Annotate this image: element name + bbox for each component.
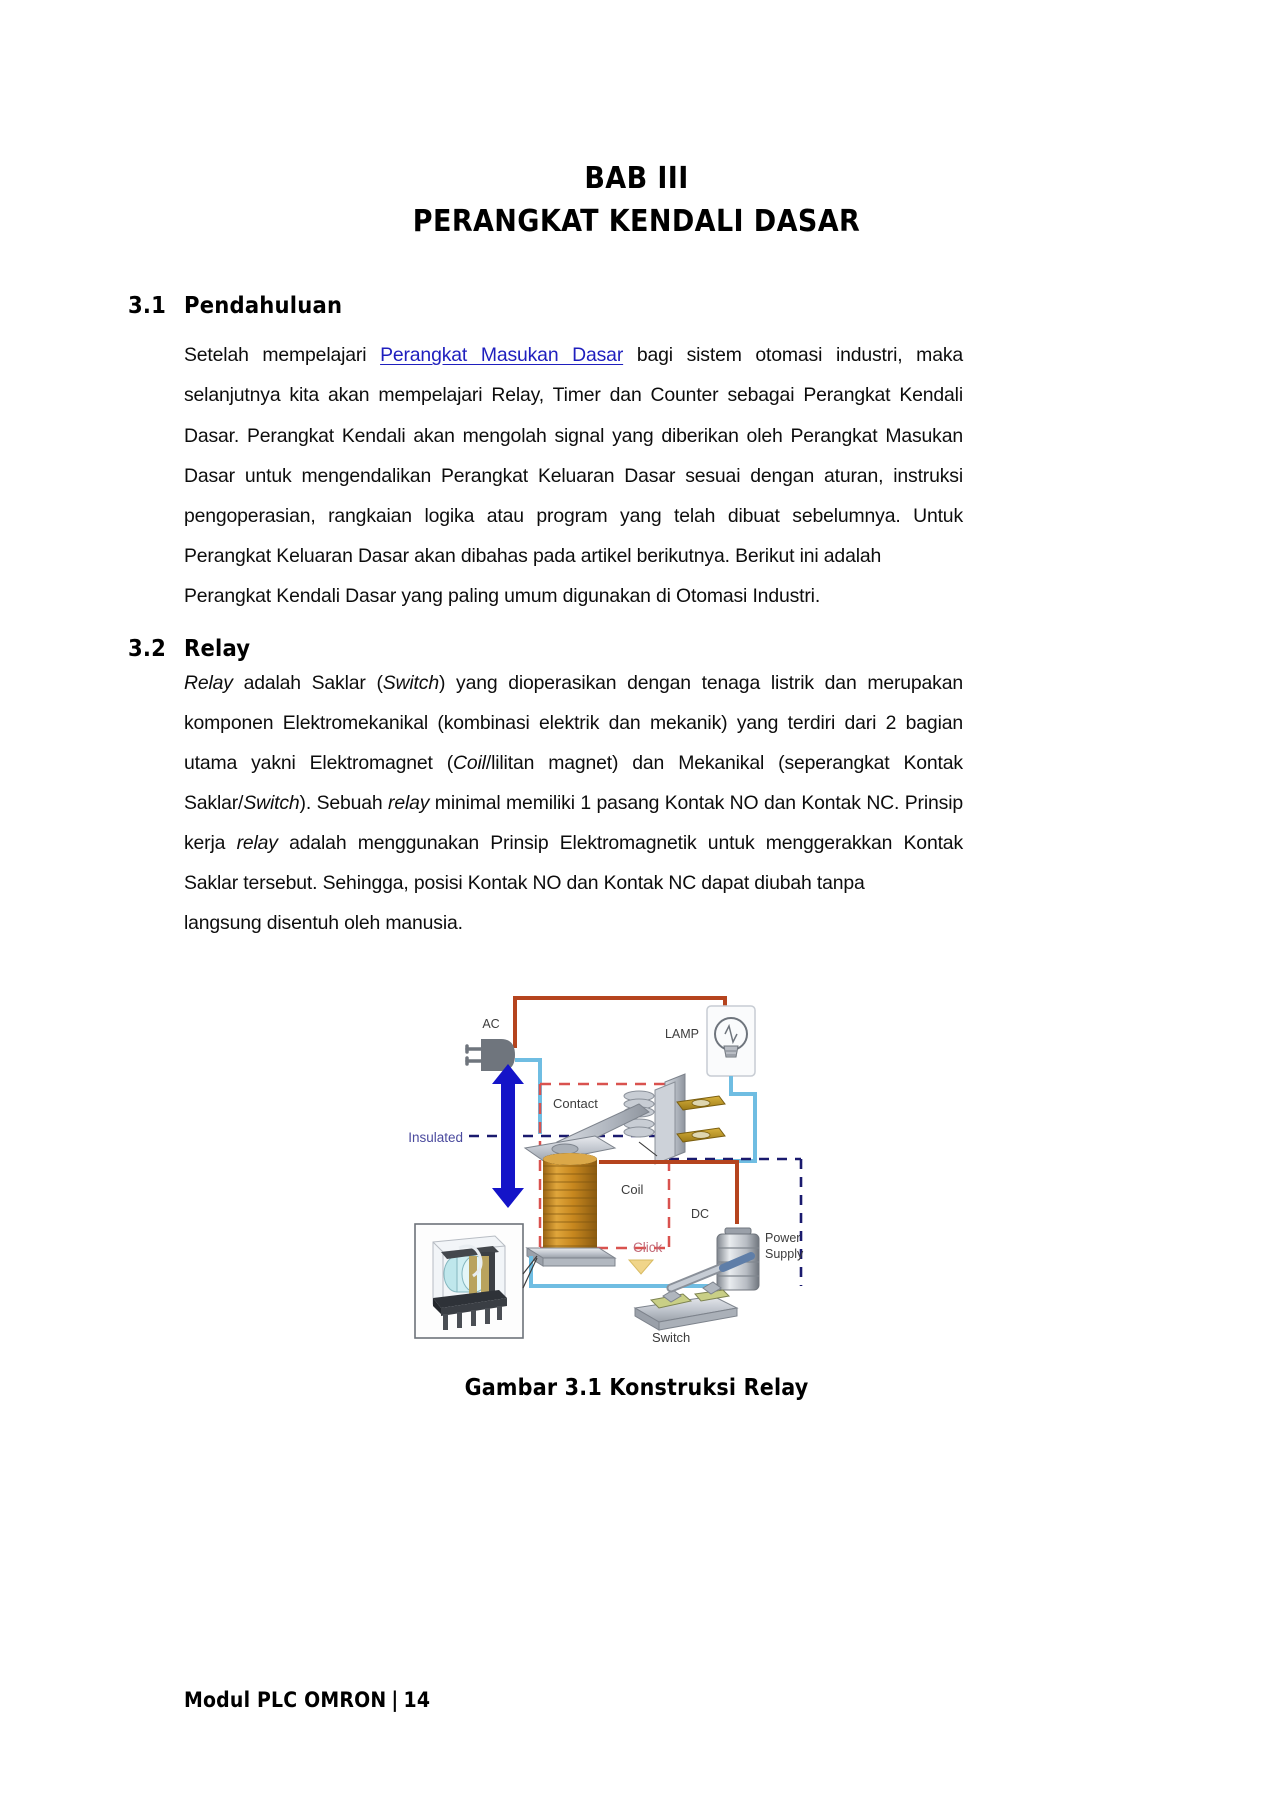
label-ac: AC xyxy=(481,1017,500,1032)
section-heading-3-2 xyxy=(0,634,1273,662)
label-lamp: LAMP xyxy=(664,1027,699,1042)
footer-separator: | xyxy=(391,1688,399,1712)
relay-construction-diagram xyxy=(407,956,867,1356)
paragraph-prefix: Setelah mempelajari xyxy=(184,344,381,367)
section-number-3-1: 3.1 xyxy=(128,291,167,320)
figure-caption: Gambar 3.1 Konstruksi Relay xyxy=(464,1375,809,1402)
p2-b: adalah Saklar ( xyxy=(232,672,383,695)
label-contact: Contact xyxy=(552,1096,598,1112)
p2-l: adalah menggunakan Prinsip Elektromagnetik untuk menggerakkan Kontak Saklar tersebut. Sehingga, posisi Kontak NO dan Kontak NC dapat diubah tanpa xyxy=(184,832,963,895)
coil-assembly xyxy=(525,1136,615,1266)
label-dc: DC xyxy=(690,1207,709,1222)
click-arrow-icon xyxy=(629,1260,653,1274)
paragraph-pendahuluan xyxy=(0,335,1273,616)
page-title xyxy=(0,0,1273,243)
relay-photo-inset xyxy=(415,1224,523,1338)
lamp-icon xyxy=(707,1006,755,1076)
label-click: Click xyxy=(632,1240,662,1256)
section-number-3-2: 3.2 xyxy=(128,634,167,663)
relay-diagram-svg xyxy=(407,956,867,1356)
switch-icon xyxy=(635,1256,751,1330)
title-line-2: PERANGKAT KENDALI DASAR xyxy=(412,203,861,239)
contact-callout-line xyxy=(639,1142,657,1156)
dc-red-wire xyxy=(599,1162,737,1224)
label-switch: Switch xyxy=(651,1330,690,1346)
ac-blue-wire xyxy=(515,1060,540,1134)
title-line-1: BAB III xyxy=(584,161,689,196)
term-relay-3: relay xyxy=(236,832,278,855)
term-relay-2: relay xyxy=(388,792,430,815)
footer-title: Modul PLC OMRON xyxy=(184,1688,387,1712)
label-power-supply-line2: Supply xyxy=(764,1247,803,1262)
figure-container xyxy=(0,956,1273,1401)
p2-d: ) yang dioperasikan dengan tenaga listrik dan merupakan komponen Elektromekanikal (kombinasi elektrik dan mekanik) yang terdiri dari 2 bagian utama yakni Elektromagnet ( xyxy=(184,672,963,775)
lamp-blue-wire xyxy=(707,1076,755,1161)
term-relay-1: Relay xyxy=(184,672,233,695)
paragraph-body: bagi sistem otomasi industri, maka selanjutnya kita akan mempelajari Relay, Timer dan Counter sebagai Perangkat Kendali Dasar. Perangkat Kendali akan mengolah signal yang diberikan oleh Perangkat Masukan Dasar untuk mengendalikan Perangkat Keluaran Dasar sesuai dengan aturan, instruksi pengoperasian, rangkaian logika atau program yang telah dibuat sebelumnya. Untuk Perangkat Keluaran Dasar akan dibahas pada artikel berikutnya. Berikut ini adalah xyxy=(184,344,964,567)
term-coil: Coil xyxy=(453,752,486,775)
paragraph-relay-last-line: langsung disentuh oleh manusia. xyxy=(184,912,463,935)
section-title-pendahuluan: Pendahuluan xyxy=(184,291,343,320)
label-insulated: Insulated xyxy=(407,1130,463,1146)
term-switch-2: Switch xyxy=(243,792,300,815)
label-power-supply-line1: Power xyxy=(764,1231,800,1246)
section-title-relay: Relay xyxy=(184,634,251,663)
section-heading-3-1 xyxy=(0,291,1273,319)
footer-page-number: 14 xyxy=(403,1688,431,1712)
p2-f: /lilitan magnet) dan Mekanikal (seperangkat Kontak Saklar/ xyxy=(184,752,963,815)
paragraph-relay xyxy=(0,664,1273,944)
p2-j: minimal memiliki 1 pasang Kontak NO dan Kontak NC. Prinsip kerja xyxy=(184,792,963,855)
page-footer xyxy=(184,1688,430,1712)
link-perangkat-masukan-dasar[interactable]: Perangkat Masukan Dasar xyxy=(380,344,624,367)
paragraph-last-line: Perangkat Kendali Dasar yang paling umum digunakan di Otomasi Industri. xyxy=(184,585,821,608)
label-coil: Coil xyxy=(620,1182,643,1198)
term-switch-1: Switch xyxy=(382,672,439,695)
p2-h: ). Sebuah xyxy=(299,792,389,815)
